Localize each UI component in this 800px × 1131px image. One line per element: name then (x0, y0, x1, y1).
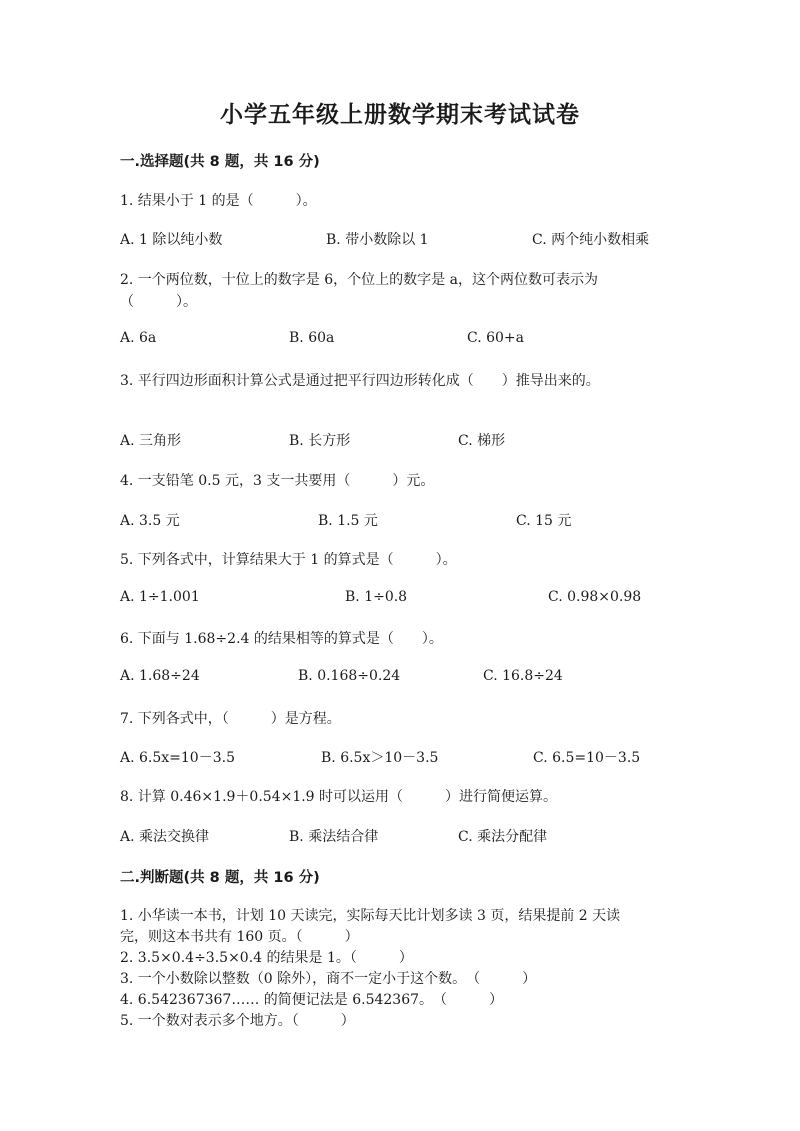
question-2-stem-line-2: （ ）。 (120, 294, 197, 310)
judgement-3: 3. 一个小数除以整数（0 除外），商不一定小于这个数。 （ ） (120, 971, 537, 987)
question-5-option-a: A. 1÷1.001 (120, 589, 200, 605)
question-5-option-c: C. 0.98×0.98 (548, 589, 642, 605)
question-8-option-b: B. 乘法结合律 (289, 829, 379, 845)
question-6-stem: 6. 下面与 1.68÷2.4 的结果相等的算式是（ ）。 (120, 631, 443, 647)
question-1-stem: 1. 结果小于 1 的是（ ）。 (120, 193, 317, 209)
question-1-option-a: A. 1 除以纯小数 (120, 232, 223, 248)
question-2-option-b: B. 60a (289, 330, 335, 346)
question-7-option-a: A. 6.5x=10－3.5 (120, 750, 235, 766)
section-heading-judgement: 二.判断题(共 8 题，共 16 分) (120, 870, 320, 886)
question-3-option-a: A. 三角形 (120, 433, 182, 449)
question-5-stem: 5. 下列各式中，计算结果大于 1 的算式是（ ）。 (120, 552, 457, 568)
question-3-option-b: B. 长方形 (289, 433, 351, 449)
question-3-stem: 3. 平行四边形面积计算公式是通过把平行四边形转化成（ ）推导出来的。 (120, 373, 600, 389)
question-6-option-b: B. 0.168÷0.24 (298, 668, 401, 684)
question-4-option-b: B. 1.5 元 (318, 513, 378, 529)
question-8-option-a: A. 乘法交换律 (120, 829, 210, 845)
page-title: 小学五年级上册数学期末考试试卷 (220, 101, 580, 128)
question-4-option-a: A. 3.5 元 (120, 513, 180, 529)
judgement-4: 4. 6.542367367…… 的简便记法是 6.542367。 （ ） (120, 992, 504, 1008)
section-heading-choice: 一.选择题(共 8 题，共 16 分) (120, 154, 320, 170)
question-7-option-c: C. 6.5=10－3.5 (533, 750, 641, 766)
question-4-option-c: C. 15 元 (516, 513, 572, 529)
judgement-1-line-2: 完，则这本书共有 160 页。（ ） (120, 929, 359, 945)
question-1-option-c: C. 两个纯小数相乘 (532, 232, 650, 248)
judgement-5: 5. 一个数对表示多个地方。（ ） (120, 1013, 355, 1029)
question-7-option-b: B. 6.5x＞10－3.5 (321, 750, 439, 766)
question-6-option-a: A. 1.68÷24 (120, 668, 200, 684)
question-7-stem: 7. 下列各式中，（ ）是方程。 (120, 711, 341, 727)
question-2-option-c: C. 60+a (467, 330, 525, 346)
question-1-option-b: B. 带小数除以 1 (326, 232, 429, 248)
question-2-stem-line-1: 2. 一个两位数，十位上的数字是 6，个位上的数字是 a，这个两位数可表示为 (120, 272, 598, 288)
question-4-stem: 4. 一支铅笔 0.5 元，3 支一共要用（ ）元。 (120, 473, 435, 489)
question-2-option-a: A. 6a (120, 330, 157, 346)
judgement-2: 2. 3.5×0.4÷3.5×0.4 的结果是 1。（ ） (120, 950, 413, 966)
judgement-1-line-1: 1. 小华读一本书，计划 10 天读完，实际每天比计划多读 3 页，结果提前 2 天读 (120, 908, 621, 924)
question-8-option-c: C. 乘法分配律 (458, 829, 548, 845)
question-3-option-c: C. 梯形 (458, 433, 506, 449)
question-5-option-b: B. 1÷0.8 (345, 589, 408, 605)
question-8-stem: 8. 计算 0.46×1.9＋0.54×1.9 时可以运用（ ）进行简便运算。 (120, 789, 558, 805)
question-6-option-c: C. 16.8÷24 (483, 668, 563, 684)
